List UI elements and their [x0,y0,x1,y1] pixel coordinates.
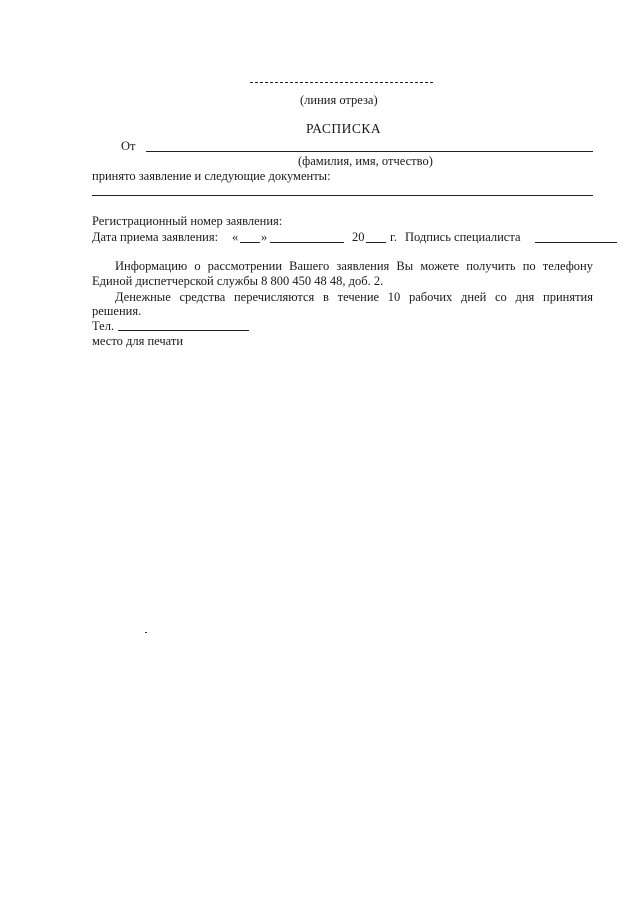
info-line-1: Информацию о рассмотрении Вашего заявления Вы можете получить по телефону [115,259,593,273]
money-line-1: Денежные средства перечисляются в течение 10 рабочих дней со дня принятия [115,290,593,304]
date-year-field[interactable] [366,242,386,243]
fio-caption: (фамилия, имя, отчество) [298,154,433,168]
tel-field[interactable] [118,330,249,331]
date-quote-close: » [261,230,268,244]
from-label: От [121,139,136,153]
cut-line [250,82,433,83]
date-month-field[interactable] [270,242,344,243]
money-line-2: решения. [92,304,142,318]
signature-field[interactable] [535,242,617,243]
page-title: РАСПИСКА [306,121,382,136]
documents-field[interactable] [92,195,593,196]
year-prefix: 20 [352,230,365,244]
cut-line-label: (линия отреза) [300,93,378,107]
signature-label: Подпись специалиста [405,230,521,244]
stamp-label: место для печати [92,334,184,348]
date-quote-open: « [232,230,239,244]
date-day-field[interactable] [240,242,260,243]
info-line-2: Единой диспетчерской службы 8 800 450 48 48, доб. 2. [92,274,384,288]
reg-number-label: Регистрационный номер заявления: [92,214,283,228]
scan-speck [145,632,147,633]
date-label: Дата приема заявления: [92,230,219,244]
fio-field[interactable] [146,151,593,152]
year-suffix: г. [390,230,397,244]
accepted-text: принято заявление и следующие документы: [92,169,331,183]
tel-label: Тел. [92,319,115,333]
